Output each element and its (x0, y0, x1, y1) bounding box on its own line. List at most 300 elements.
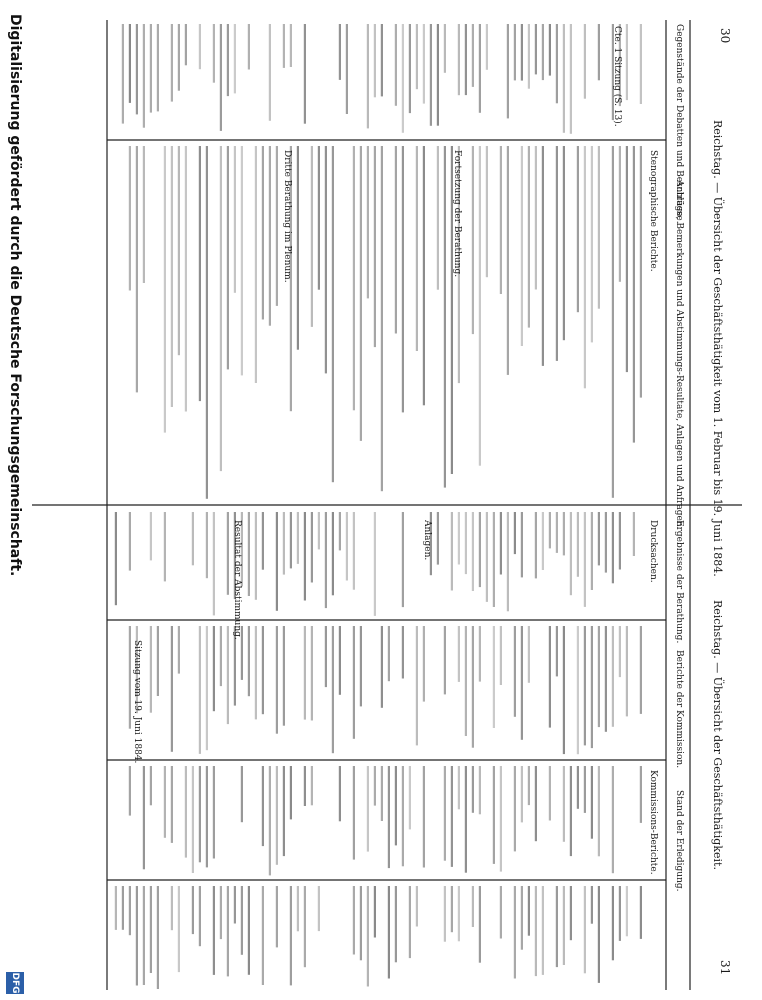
print-line (304, 512, 306, 601)
print-line (192, 886, 194, 934)
print-line (528, 766, 530, 805)
print-line (423, 24, 425, 104)
print-line (402, 626, 404, 679)
print-line (206, 626, 208, 750)
print-line (374, 24, 376, 97)
print-line (304, 626, 306, 720)
print-line (493, 512, 495, 607)
print-line (549, 766, 551, 821)
print-line (563, 146, 565, 340)
print-line (381, 766, 383, 821)
print-line (171, 766, 173, 843)
print-line (556, 24, 558, 103)
print-line (325, 626, 327, 687)
print-line (640, 146, 642, 398)
print-line (458, 24, 460, 95)
print-line (507, 146, 509, 375)
print-line (213, 886, 215, 975)
print-line (577, 766, 579, 809)
print-line (304, 886, 306, 967)
print-line (570, 766, 572, 856)
print-line (444, 766, 446, 861)
print-line (353, 626, 355, 739)
print-line (262, 766, 264, 846)
print-line (612, 626, 614, 727)
print-line (353, 886, 355, 955)
footer-text: Digitalisierung gefördert durch die Deutsche Forschungsgemeinschaft. (7, 14, 23, 577)
print-line (472, 146, 474, 334)
print-line (269, 146, 271, 326)
print-line (451, 886, 453, 932)
print-line (626, 146, 628, 372)
print-line (227, 146, 229, 369)
left-page-number: 30 (718, 28, 732, 44)
col-header-right-3: Stand der Erledigung. (674, 790, 684, 892)
print-line (136, 146, 138, 392)
print-line (276, 766, 278, 865)
right-header: Reichstag. — Übersicht der Geschäftsthätigkeit. (711, 600, 724, 870)
print-line (227, 626, 229, 724)
print-line (269, 766, 271, 875)
print-line (129, 24, 131, 103)
print-line (577, 626, 579, 754)
print-line (563, 24, 565, 133)
right-page-number: 31 (718, 960, 732, 976)
print-line (374, 766, 376, 806)
dfg-logo: DFG (6, 972, 24, 994)
print-line (262, 146, 264, 320)
print-line (290, 512, 292, 568)
print-line (626, 626, 628, 716)
print-line (500, 766, 502, 872)
print-line (150, 626, 152, 713)
col-header-left-1: Gegenstände der Debatten und Beschlüsse. (674, 24, 684, 224)
print-line (248, 512, 250, 596)
print-line (486, 512, 488, 602)
print-line (388, 626, 390, 681)
print-line (563, 626, 565, 754)
print-line (353, 512, 355, 590)
print-line (507, 24, 509, 118)
print-line (402, 512, 404, 607)
entry-sitzung: Sitzung vom 19. Juni 1884. (132, 640, 142, 764)
print-line (416, 146, 418, 351)
print-line (514, 24, 516, 80)
print-line (535, 766, 537, 841)
print-line (479, 512, 481, 587)
print-line (416, 886, 418, 927)
print-line (605, 626, 607, 732)
print-line (584, 766, 586, 813)
print-line (227, 24, 229, 96)
print-line (157, 886, 159, 989)
print-line (178, 24, 180, 91)
print-line (276, 146, 278, 306)
print-line (199, 766, 201, 862)
print-line (150, 512, 152, 560)
print-line (437, 24, 439, 126)
print-line (633, 146, 635, 443)
entry-anlagen: Anlagen. (422, 520, 432, 561)
print-line (563, 512, 565, 555)
print-line (388, 886, 390, 979)
print-line (381, 24, 383, 96)
print-line (346, 24, 348, 114)
print-line (374, 146, 376, 347)
print-line (528, 146, 530, 328)
print-line (311, 626, 313, 721)
print-line (234, 146, 236, 293)
print-line (535, 886, 537, 976)
print-line (556, 146, 558, 361)
print-line (199, 146, 201, 401)
print-line (374, 512, 376, 616)
print-line (577, 512, 579, 577)
print-line (129, 886, 131, 935)
print-line (444, 886, 446, 942)
print-line (395, 146, 397, 334)
print-line (570, 886, 572, 940)
print-line (353, 766, 355, 860)
print-line (297, 512, 299, 564)
print-line (339, 626, 341, 695)
print-line (290, 24, 292, 67)
print-line (360, 626, 362, 706)
print-line (465, 766, 467, 873)
print-line (416, 24, 418, 89)
print-line (171, 626, 173, 752)
print-line (199, 626, 201, 754)
print-line (598, 146, 600, 309)
print-line (129, 512, 131, 571)
print-line (556, 512, 558, 553)
print-line (465, 626, 467, 736)
print-line (115, 512, 117, 605)
print-line (325, 512, 327, 608)
print-line (521, 766, 523, 822)
print-line (388, 766, 390, 868)
print-line (472, 886, 474, 927)
print-line (570, 24, 572, 134)
col-header-left-2: Anträge, Bemerkungen und Abstimmungs-Resultate, Anlagen und Anfragen. (674, 180, 684, 530)
print-line (612, 146, 614, 498)
print-line (346, 512, 348, 581)
print-line (269, 24, 271, 121)
print-line (283, 766, 285, 856)
print-line (115, 886, 117, 930)
print-line (283, 626, 285, 726)
print-line (220, 24, 222, 131)
digitization-footer (0, 0, 28, 1000)
col-header-right-2: Berichte der Kommission. (674, 650, 684, 769)
print-line (220, 886, 222, 939)
print-line (570, 512, 572, 595)
print-line (409, 24, 411, 113)
print-line (591, 766, 593, 839)
print-line (640, 626, 642, 714)
print-line (206, 766, 208, 867)
print-line (521, 626, 523, 740)
print-line (437, 146, 439, 290)
print-line (262, 886, 264, 985)
print-line (619, 626, 621, 677)
print-line (248, 626, 250, 696)
print-line (318, 512, 320, 549)
print-line (332, 146, 334, 482)
print-line (430, 24, 432, 126)
print-line (598, 886, 600, 983)
print-line (535, 24, 537, 74)
print-line (500, 512, 502, 575)
print-line (458, 626, 460, 682)
print-line (262, 626, 264, 714)
print-line (255, 626, 257, 719)
print-line (598, 766, 600, 856)
print-line (164, 512, 166, 581)
print-line (367, 886, 369, 987)
print-line (458, 766, 460, 809)
print-line (626, 886, 628, 936)
print-line (150, 766, 152, 805)
print-line (619, 146, 621, 282)
print-line (402, 766, 404, 866)
entry-cte: Cte. 1 Sitzung (S. 13). (612, 26, 622, 127)
print-line (318, 886, 320, 931)
print-line (479, 146, 481, 466)
print-line (129, 626, 131, 729)
print-line (500, 146, 502, 294)
print-line (374, 886, 376, 938)
print-line (143, 886, 145, 985)
print-line (283, 24, 285, 68)
print-line (444, 146, 446, 488)
print-line (367, 24, 369, 128)
print-line (640, 766, 642, 823)
print-line (479, 24, 481, 113)
print-line (500, 626, 502, 685)
print-line (591, 512, 593, 590)
print-line (486, 24, 488, 70)
print-line (297, 886, 299, 931)
print-line (563, 886, 565, 965)
print-line (157, 626, 159, 696)
print-line (304, 24, 306, 124)
print-line (283, 512, 285, 575)
print-line (542, 512, 544, 570)
print-line (437, 512, 439, 565)
print-line (367, 766, 369, 852)
print-line (479, 626, 481, 682)
print-line (248, 886, 250, 975)
print-line (185, 24, 187, 65)
print-line (360, 146, 362, 441)
section-commission: Kommissions-Berichte. (648, 770, 658, 875)
print-line (591, 146, 593, 342)
print-line (423, 626, 425, 702)
print-line (556, 886, 558, 967)
print-line (150, 24, 152, 113)
print-line (164, 766, 166, 838)
print-line (472, 512, 474, 591)
print-line (213, 626, 215, 711)
print-line (584, 512, 586, 607)
print-line (206, 146, 208, 499)
print-line (605, 512, 607, 573)
print-line (619, 886, 621, 941)
print-line (535, 512, 537, 578)
print-line (241, 766, 243, 822)
print-line (423, 146, 425, 405)
print-line (549, 512, 551, 548)
print-line (465, 24, 467, 95)
print-line (311, 512, 313, 583)
print-line (178, 146, 180, 355)
print-line (451, 512, 453, 591)
print-line (234, 886, 236, 924)
print-line (143, 766, 145, 869)
print-line (255, 512, 257, 600)
print-line (444, 626, 446, 694)
print-line (458, 886, 460, 941)
print-line (486, 146, 488, 277)
print-line (521, 146, 523, 346)
print-line (192, 512, 194, 565)
print-line (304, 766, 306, 806)
left-header: Reichstag. — Übersicht der Geschäftsthätigkeit vom 1. Februar bis 19. Juni 1884. (711, 120, 724, 577)
print-line (255, 146, 257, 383)
print-line (262, 512, 264, 570)
print-line (542, 886, 544, 975)
print-line (220, 626, 222, 686)
print-line (598, 512, 600, 565)
entry-fortsetzung: Fortsetzung der Berathung. (452, 150, 462, 278)
print-line (311, 766, 313, 805)
print-line (360, 886, 362, 960)
print-line (339, 766, 341, 821)
print-line (584, 886, 586, 973)
print-line (178, 626, 180, 674)
print-line (297, 146, 299, 350)
entry-dritte: Dritte Berathung im Plenum. (282, 150, 292, 283)
print-line (122, 24, 124, 124)
print-line (619, 512, 621, 570)
print-line (409, 766, 411, 829)
print-line (612, 886, 614, 960)
print-line (423, 766, 425, 868)
print-line (493, 626, 495, 728)
section-stenographic: Stenographische Berichte. (648, 150, 658, 272)
print-line (549, 626, 551, 728)
print-line (143, 146, 145, 283)
print-line (479, 886, 481, 963)
print-line (528, 886, 530, 936)
print-line (381, 146, 383, 491)
print-line (395, 766, 397, 845)
print-line (150, 886, 152, 973)
print-line (402, 146, 404, 412)
print-line (451, 766, 453, 867)
print-line (171, 24, 173, 102)
print-line (178, 886, 180, 972)
print-line (591, 626, 593, 748)
print-line (409, 886, 411, 958)
print-line (248, 24, 250, 70)
print-line (598, 626, 600, 727)
print-line (276, 512, 278, 611)
print-line (129, 766, 131, 816)
print-line (500, 886, 502, 939)
print-line (633, 512, 635, 556)
print-line (129, 146, 131, 291)
print-line (213, 24, 215, 83)
print-line (199, 886, 201, 946)
print-line (521, 886, 523, 950)
print-line (339, 24, 341, 80)
print-line (234, 24, 236, 93)
print-line (416, 626, 418, 745)
print-line (276, 886, 278, 947)
print-line (472, 24, 474, 87)
print-line (136, 886, 138, 986)
print-line (241, 146, 243, 375)
print-line (353, 146, 355, 410)
print-line (535, 146, 537, 290)
print-line (227, 512, 229, 595)
print-line (528, 626, 530, 683)
print-line (563, 766, 565, 842)
print-line (598, 24, 600, 80)
print-line (276, 626, 278, 734)
print-line (493, 766, 495, 864)
print-line (311, 146, 313, 327)
print-line (549, 24, 551, 76)
print-line (332, 512, 334, 595)
print-line (213, 512, 215, 615)
print-line (318, 146, 320, 290)
print-line (290, 766, 292, 819)
print-line (591, 886, 593, 924)
print-line (612, 512, 614, 583)
print-line (444, 24, 446, 73)
print-line (626, 24, 628, 100)
print-line (640, 886, 642, 939)
print-line (332, 626, 334, 753)
print-line (164, 146, 166, 433)
print-line (213, 766, 215, 859)
print-line (584, 626, 586, 745)
print-line (584, 146, 586, 388)
print-line (395, 886, 397, 962)
print-line (479, 766, 481, 814)
print-line (402, 24, 404, 133)
entry-resultat: Resultat der Abstimmung. (232, 520, 242, 640)
print-line (381, 626, 383, 708)
print-line (171, 886, 173, 930)
print-line (290, 886, 292, 985)
print-line (514, 512, 516, 554)
section-drucksachen: Drucksachen. (648, 520, 658, 583)
print-line (227, 886, 229, 976)
print-line (472, 626, 474, 748)
print-line (465, 512, 467, 574)
print-line (185, 766, 187, 858)
print-line (507, 512, 509, 611)
print-line (185, 146, 187, 412)
print-line (325, 146, 327, 373)
print-line (640, 24, 642, 104)
print-line (542, 24, 544, 80)
print-line (395, 24, 397, 106)
